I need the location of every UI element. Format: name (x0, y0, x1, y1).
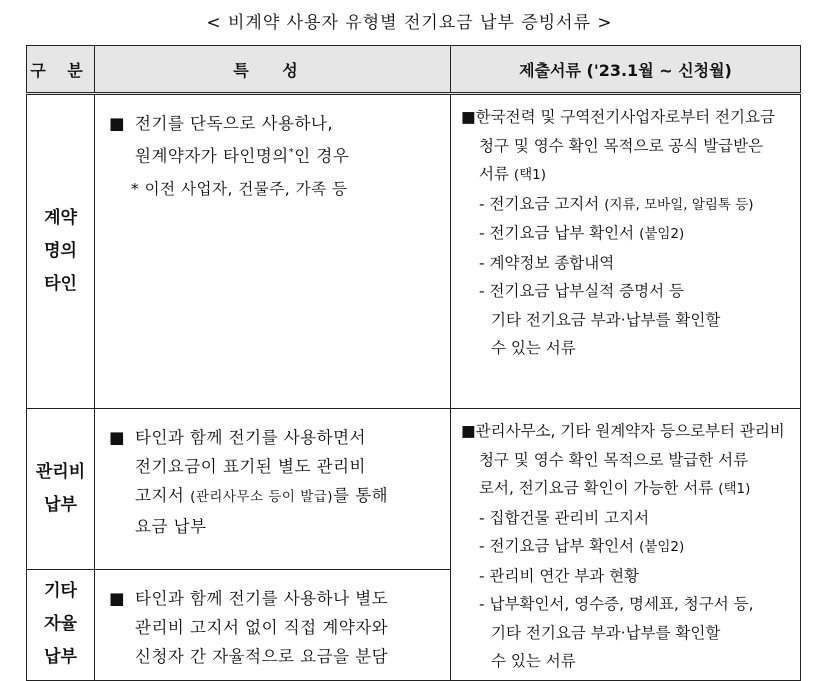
table-row (27, 94, 801, 409)
header-docs: 제출서류 ('23.1월 ~ 신청월) (451, 46, 801, 94)
table-row (27, 409, 801, 570)
bullet-icon: ■ (109, 428, 126, 447)
header-category: 구 분 (27, 46, 95, 94)
docs-cell: ■관리사무소, 기타 원계약자 등으로부터 관리비 청구 및 영수 확인 목적으로 발급한 서류 로서, 전기요금 확인이 가능한 서류 (택1) - 집합건물 관리비 고지서 - 전기요금 납부 확인서 (붙임2) - 관리비 연간 부과 현황 - 납부확인서, 영수증, 명세표, 청구서 등, 기타 전기요금 부과·납부를 확인할 수 있는 서류 (451, 409, 801, 681)
docs-table (26, 45, 801, 681)
table-header-row (27, 46, 801, 94)
category-cell: 계약 명의 타인 (27, 94, 95, 409)
feature-cell: ■ 전기를 단독으로 사용하나, 원계약자가 타인명의*인 경우 * 이전 사업자, 건물주, 가족 등 (95, 94, 451, 409)
header-feature: 특 성 (95, 46, 451, 94)
docs-cell: ■한국전력 및 구역전기사업자로부터 전기요금 청구 및 영수 확인 목적으로 공식 발급받은 서류 (택1) - 전기요금 고지서 (지류, 모바일, 알림톡 등) - 전기요금 납부 확인서 (붙임2) - 계약정보 종합내역 - 전기요금 납부실적 증명서 등 기타 전기요금 부과·납부를 확인할 수 있는 서류 (451, 94, 801, 409)
category-cell: 관리비 납부 (27, 409, 95, 570)
page-title: < 비계약 사용자 유형별 전기요금 납부 증빙서류 > (206, 13, 613, 33)
feature-cell: ■ 타인과 함께 전기를 사용하면서 전기요금이 표기된 별도 관리비 고지서 (관리사무소 등이 발급)를 통해 요금 납부 (95, 409, 451, 570)
footnote: * 이전 사업자, 건물주, 가족 등 (131, 179, 348, 198)
bullet-icon: ■ (109, 588, 126, 608)
bullet-icon: ■ (109, 114, 126, 133)
category-cell: 기타 자율 납부 (27, 569, 95, 680)
feature-cell: ■ 타인과 함께 전기를 사용하나 별도 관리비 고지서 없이 직접 계약자와 신청자 간 자율적으로 요금을 분담 (95, 569, 451, 680)
